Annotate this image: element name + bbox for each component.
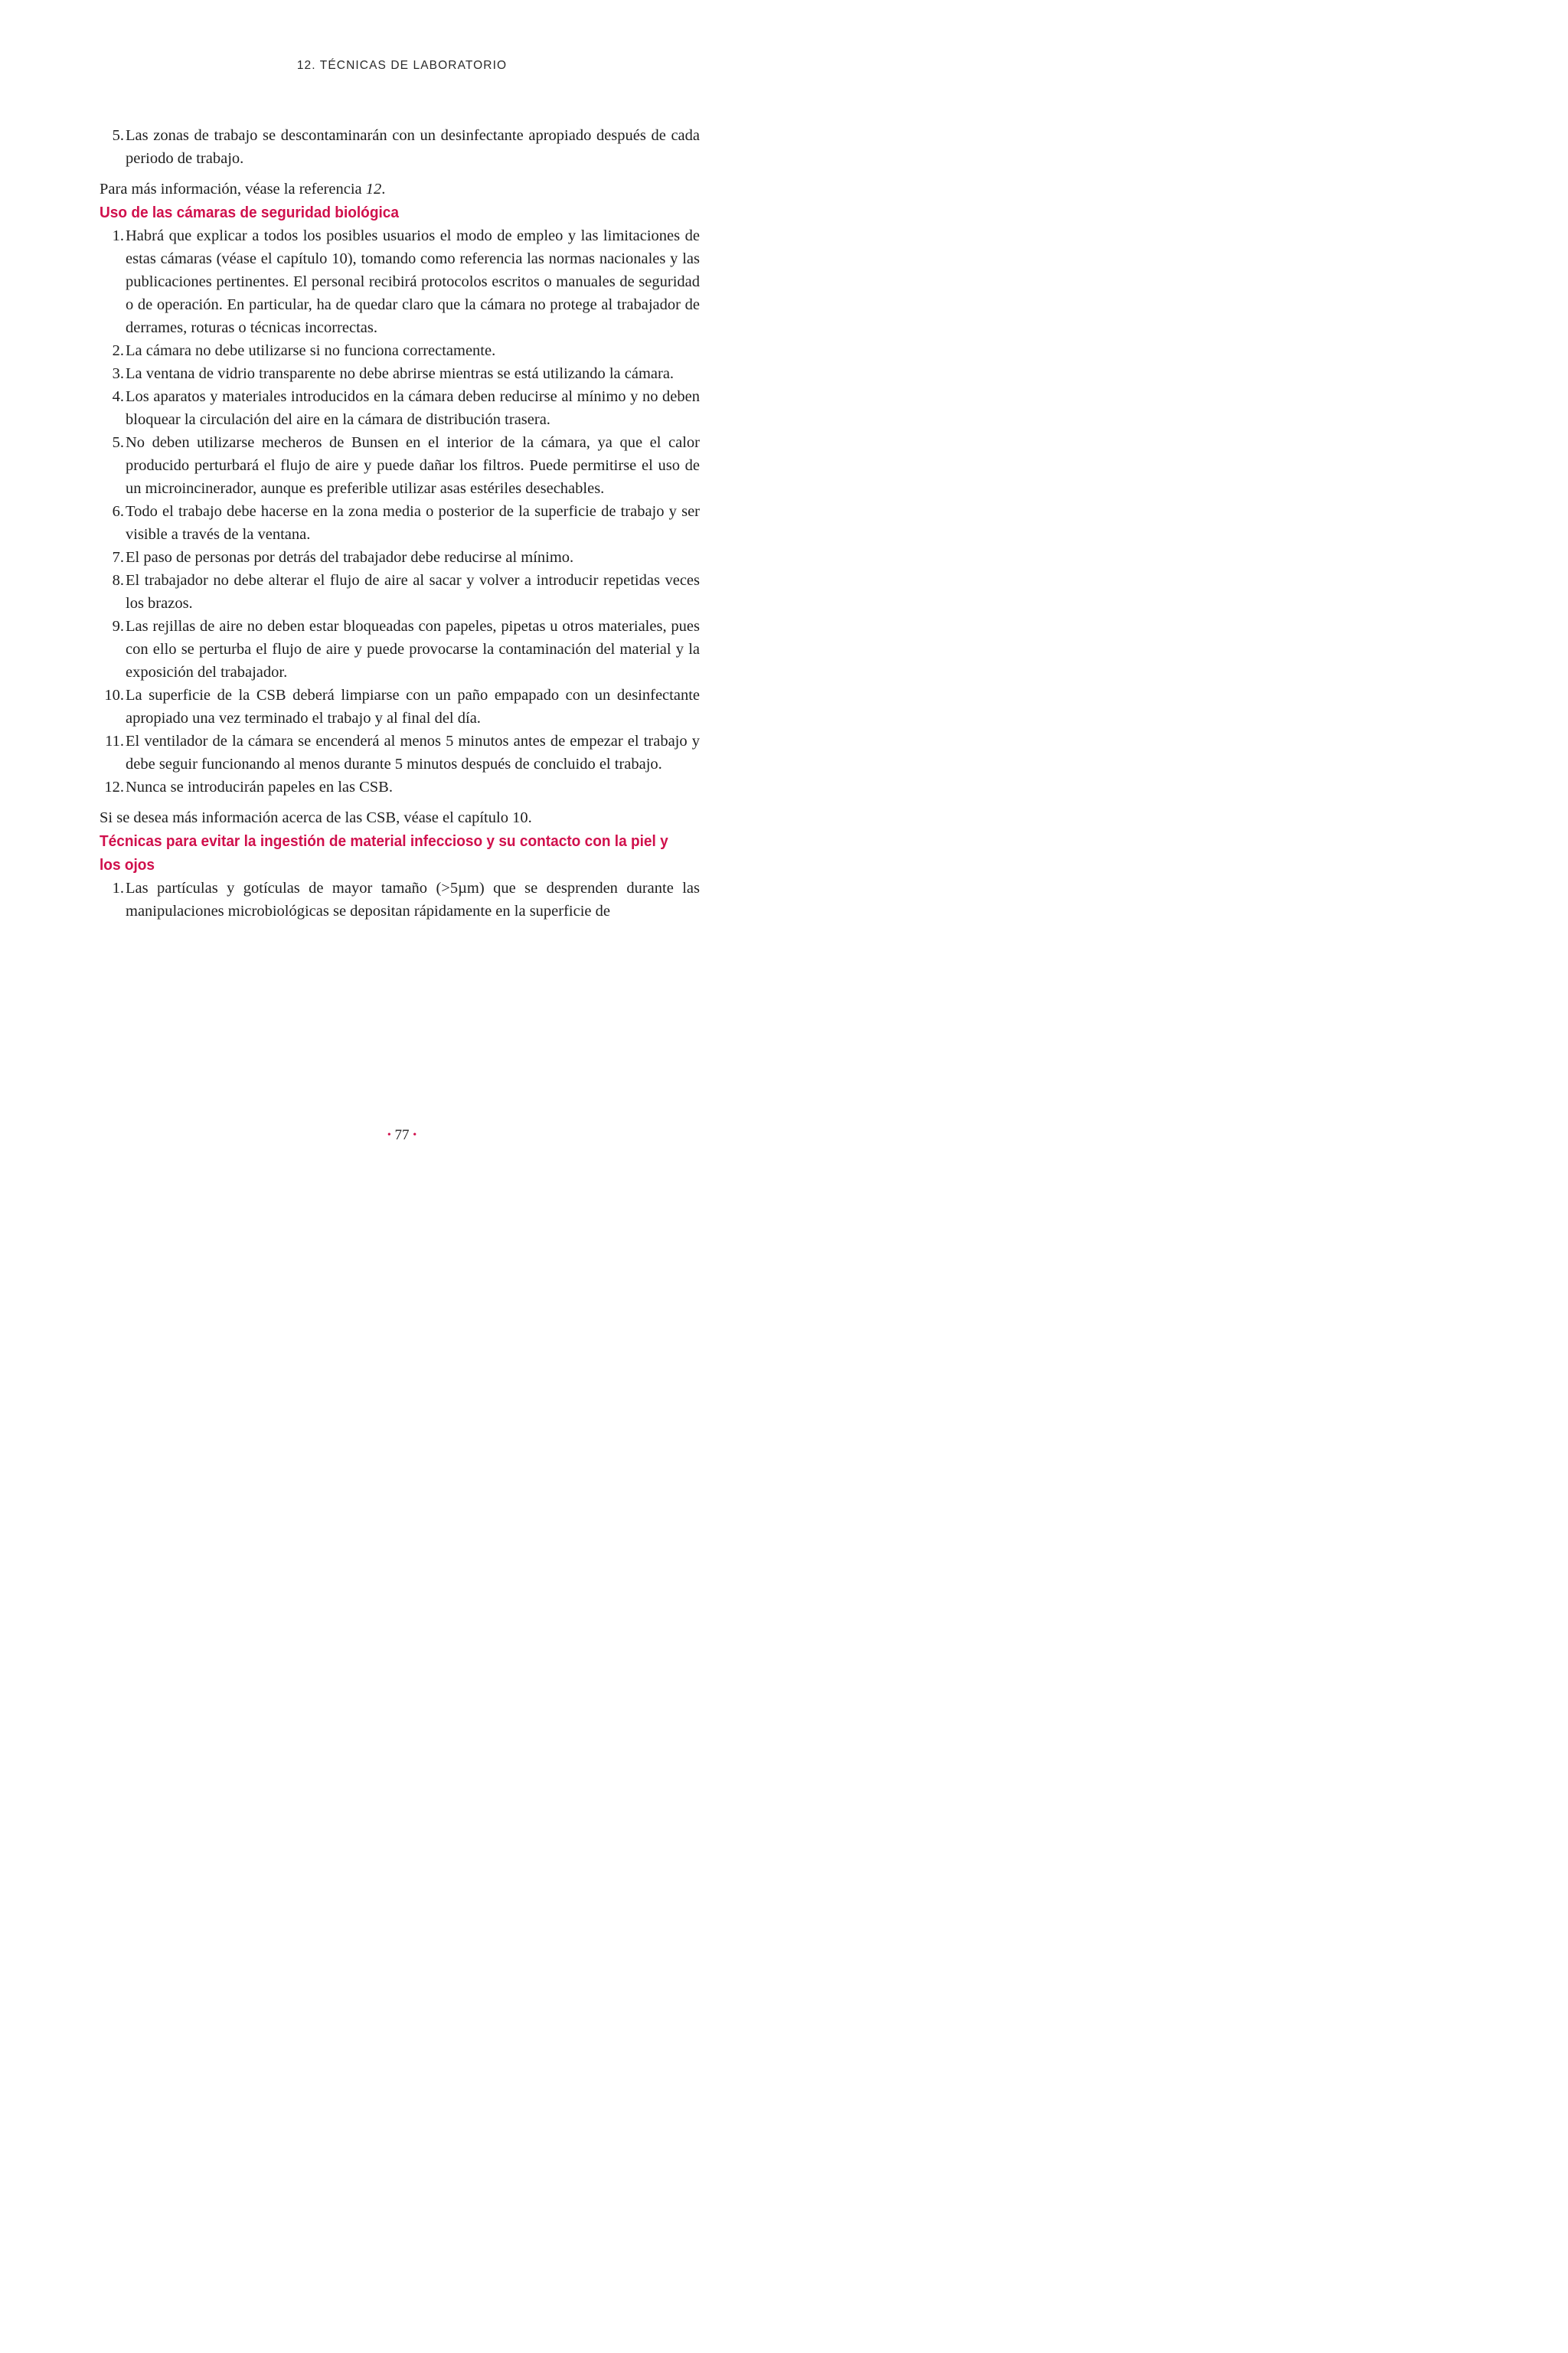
reference-number: 12 — [365, 181, 382, 198]
list-item — [100, 339, 700, 362]
item-number: 5. — [112, 127, 124, 144]
item-number: 1. — [112, 227, 124, 244]
page-body — [100, 124, 700, 923]
item-text: Las zonas de trabajo se descontaminarán con un desinfectante apropiado después de cada periodo de trabajo. — [126, 127, 700, 167]
item-number: 6. — [112, 503, 124, 520]
section-heading-ingestion: Técnicas para evitar la ingestión de material infeccioso y su contacto con la piel y los ojos — [100, 832, 668, 874]
item-text: La ventana de vidrio transparente no debe abrirse mientras se está utilizando la cámara. — [126, 365, 675, 382]
list-item — [100, 431, 700, 500]
item-text: Las partículas y gotículas de mayor tamaño (>5µm) que se desprenden durante las manipulaciones microbiológicas se depositan rápidamente en la superficie de — [126, 880, 700, 920]
item-number: 5. — [112, 434, 124, 451]
list-item — [100, 385, 700, 431]
cabinet-closing-note: Si se desea más información acerca de las CSB, véase el capítulo 10. — [100, 809, 532, 826]
item-text: La superficie de la CSB deberá limpiarse con un paño empapado con un desinfectante apropiado una vez terminado el trabajo y al final del día. — [126, 687, 700, 727]
folio-dot-left: • — [387, 1129, 391, 1141]
item-number: 3. — [112, 365, 124, 382]
list-item — [100, 730, 700, 776]
item-number: 4. — [112, 388, 124, 405]
item-text: Todo el trabajo debe hacerse en la zona media o posterior de la superficie de trabajo y ser visible a través de la ventana. — [126, 503, 700, 543]
item-number: 2. — [112, 342, 124, 359]
list-item — [100, 684, 700, 730]
item-text: El paso de personas por detrás del trabajador debe reducirse al mínimo. — [126, 549, 574, 566]
list-item — [100, 877, 700, 923]
item-text: Habrá que explicar a todos los posibles usuarios el modo de empleo y las limitaciones de estas cámaras (véase el capítulo 10), tomando como referencia las normas nacionales y las publicaciones pertinentes. El personal recibirá protocolos escritos o manuales de seguridad o de operación. En particular, ha de quedar claro que la cámara no protege al trabajador de derrames, roturas o técnicas incorrectas. — [126, 227, 700, 336]
running-head: 12. TÉCNICAS DE LABORATORIO — [296, 59, 508, 72]
item-number: 1. — [112, 880, 124, 897]
item-text: El trabajador no debe alterar el flujo de aire al sacar y volver a introducir repetidas veces los brazos. — [126, 572, 700, 612]
item-number: 8. — [112, 572, 124, 589]
list-item — [100, 500, 700, 546]
reference-note — [100, 178, 700, 201]
item-number: 11. — [105, 733, 124, 750]
list-item — [100, 615, 700, 684]
list-item — [100, 776, 700, 799]
list-item — [100, 546, 700, 569]
item-number: 12. — [104, 779, 124, 796]
list-item — [100, 569, 700, 615]
reference-prefix: Para más información, véase la referencia — [100, 181, 366, 198]
item-text: La cámara no debe utilizarse si no funciona correctamente. — [126, 342, 496, 359]
list-item — [100, 224, 700, 339]
intro-list — [100, 124, 700, 170]
item-number: 9. — [112, 618, 124, 635]
section-heading-cabinets: Uso de las cámaras de seguridad biológica — [100, 204, 399, 221]
page-number-value: 77 — [394, 1127, 410, 1143]
item-text: No deben utilizarse mecheros de Bunsen en el interior de la cámara, ya que el calor producido perturbará el flujo de aire y puede dañar los filtros. Puede permitirse el uso de un microincinerador, aunque es preferible utilizar asas estériles desechables. — [126, 434, 700, 497]
item-text: Las rejillas de aire no deben estar bloqueadas con papeles, pipetas u otros materiales, pues con ello se perturba el flujo de aire y puede provocarse la contaminación del material y la exposición del trabajador. — [126, 618, 700, 681]
cabinet-rules-list — [100, 224, 700, 799]
item-text: El ventilador de la cámara se encenderá al menos 5 minutos antes de empezar el trabajo y debe seguir funcionando al menos durante 5 minutos después de concluido el trabajo. — [126, 733, 700, 773]
item-text: Los aparatos y materiales introducidos en la cámara deben reducirse al mínimo y no deben bloquear la circulación del aire en la cámara de distribución trasera. — [126, 388, 700, 428]
list-item — [100, 124, 700, 170]
item-number: 7. — [112, 549, 124, 566]
list-item — [100, 362, 700, 385]
item-number: 10. — [104, 687, 124, 704]
ingestion-rules-list — [100, 877, 700, 923]
reference-suffix: . — [381, 181, 386, 198]
page-number — [0, 1127, 804, 1144]
item-text: Nunca se introducirán papeles en las CSB. — [126, 779, 393, 796]
folio-dot-right: • — [413, 1129, 417, 1141]
